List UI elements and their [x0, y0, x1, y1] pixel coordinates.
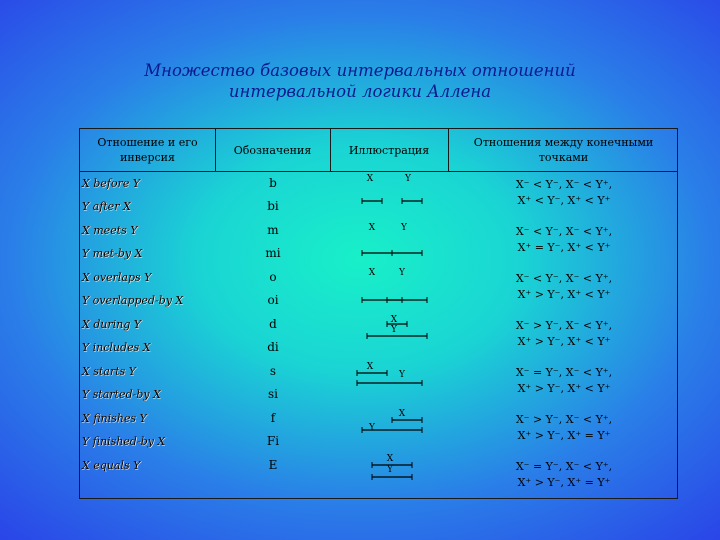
- endpoint-relations: [478, 318, 650, 350]
- endpoint-line: X⁻ > Y⁻, X⁻ < Y⁺,: [515, 413, 613, 426]
- relation-group: [80, 406, 677, 453]
- relation-name: X finishes Y: [82, 411, 147, 425]
- inverse-relation-name: Y started-by X: [82, 387, 161, 401]
- interval-diagram: [342, 218, 436, 264]
- relation-name: X equals Y: [82, 458, 141, 472]
- endpoint-line: X⁺ > Y⁻, X⁺ < Y⁺: [517, 382, 611, 395]
- interval-y-label: Y: [401, 223, 407, 233]
- allen-relations-table: [79, 128, 678, 499]
- inverse-relation-code: Fi: [266, 434, 280, 448]
- interval-x-label: X: [366, 174, 374, 184]
- interval-illustration: [342, 171, 436, 217]
- interval-illustration: [342, 406, 436, 452]
- endpoint-line: X⁻ = Y⁻, X⁻ < Y⁺,: [515, 460, 613, 473]
- relation-name: X starts Y: [82, 364, 137, 378]
- column-divider: [215, 129, 216, 171]
- endpoint-line: X⁻ < Y⁻, X⁻ < Y⁺,: [515, 178, 613, 191]
- interval-illustration: [342, 218, 436, 264]
- interval-diagram: [342, 406, 436, 452]
- relation-group: [80, 265, 677, 312]
- relation-code: f: [270, 411, 276, 425]
- endpoint-line: X⁻ < Y⁻, X⁻ < Y⁺,: [515, 272, 613, 285]
- interval-diagram: [342, 453, 436, 499]
- relation-name: X overlaps Y: [82, 270, 152, 284]
- inverse-relation-code: [248, 476, 298, 500]
- inverse-relation-name: Y after X: [82, 199, 131, 213]
- endpoint-relations: [478, 271, 650, 303]
- inverse-relation-name: Y met-by X: [82, 246, 143, 260]
- title-line-1: Множество базовых интервальных отношений: [144, 61, 576, 80]
- endpoint-relations: [478, 177, 650, 209]
- endpoint-relations: [478, 412, 650, 444]
- interval-x-label: X: [390, 315, 398, 325]
- endpoint-line: X⁻ < Y⁻, X⁻ < Y⁺,: [515, 225, 613, 238]
- inverse-relation-code: bi: [267, 199, 279, 213]
- relation-group: [80, 218, 677, 265]
- column-divider: [448, 129, 449, 171]
- interval-y-label: Y: [399, 370, 405, 380]
- relation-name: X before Y: [82, 176, 141, 190]
- endpoint-relations: [478, 224, 650, 256]
- interval-x-label: X: [368, 223, 376, 233]
- relation-code: s: [269, 364, 277, 378]
- endpoint-line: X⁺ > Y⁻, X⁺ < Y⁺: [517, 288, 611, 301]
- interval-y-label: Y: [405, 174, 411, 184]
- interval-diagram: [342, 171, 436, 217]
- inverse-relation-code: oi: [267, 293, 279, 307]
- header-notation: Обозначения: [233, 143, 312, 157]
- interval-x-label: X: [368, 268, 376, 278]
- inverse-relation-name: Y overlapped-by X: [82, 293, 184, 307]
- endpoint-line: X⁺ > Y⁻, X⁺ = Y⁺: [517, 476, 611, 489]
- endpoint-line: X⁻ > Y⁻, X⁻ < Y⁺,: [515, 319, 613, 332]
- interval-x-label: X: [386, 454, 394, 464]
- inverse-relation-code: mi: [265, 246, 281, 260]
- relation-group: [80, 359, 677, 406]
- relation-name: X meets Y: [82, 223, 138, 237]
- inverse-relation-name: [82, 476, 262, 500]
- endpoint-line: X⁻ = Y⁻, X⁻ < Y⁺,: [515, 366, 613, 379]
- endpoint-line: X⁺ = Y⁻, X⁺ < Y⁺: [517, 241, 611, 254]
- interval-y-label: Y: [387, 465, 393, 475]
- interval-x-label: X: [398, 409, 406, 419]
- column-divider: [330, 129, 331, 171]
- interval-diagram: [342, 359, 436, 405]
- inverse-relation-name: Y finished-by X: [82, 434, 166, 448]
- inverse-relation-name: Y includes X: [82, 340, 151, 354]
- endpoint-relations: [478, 365, 650, 397]
- interval-y-label: Y: [391, 325, 397, 335]
- relation-code: b: [269, 176, 277, 190]
- slide-title: [0, 60, 720, 102]
- interval-illustration: [342, 453, 436, 499]
- interval-diagram: [342, 312, 436, 358]
- endpoint-line: X⁺ > Y⁻, X⁺ < Y⁺: [517, 335, 611, 348]
- relation-group: [80, 453, 677, 500]
- interval-y-label: Y: [399, 268, 405, 278]
- header-endpoints: Отношения между конечными точками: [473, 136, 654, 164]
- interval-illustration: [342, 265, 436, 311]
- interval-illustration: [342, 312, 436, 358]
- inverse-relation-code: di: [267, 340, 279, 354]
- relation-code: o: [269, 270, 277, 284]
- relation-code: d: [269, 317, 277, 331]
- inverse-relation-code: si: [268, 387, 278, 401]
- endpoint-line: X⁺ < Y⁻, X⁺ < Y⁺: [517, 194, 611, 207]
- relation-code: E: [268, 458, 278, 472]
- title-line-2: интервальной логики Аллена: [228, 82, 492, 101]
- interval-illustration: [342, 359, 436, 405]
- relation-group: [80, 312, 677, 359]
- interval-x-label: X: [366, 362, 374, 372]
- relation-name: X during Y: [82, 317, 142, 331]
- header-relation: Отношение и его инверсия: [97, 136, 198, 164]
- interval-diagram: [342, 265, 436, 311]
- endpoint-line: X⁺ > Y⁻, X⁺ = Y⁺: [517, 429, 611, 442]
- endpoint-relations: [478, 459, 650, 491]
- relation-code: m: [267, 223, 279, 237]
- interval-y-label: Y: [369, 423, 375, 433]
- header-illustration: Иллюстрация: [348, 143, 430, 157]
- relation-group: [80, 171, 677, 218]
- table-header: [80, 129, 677, 172]
